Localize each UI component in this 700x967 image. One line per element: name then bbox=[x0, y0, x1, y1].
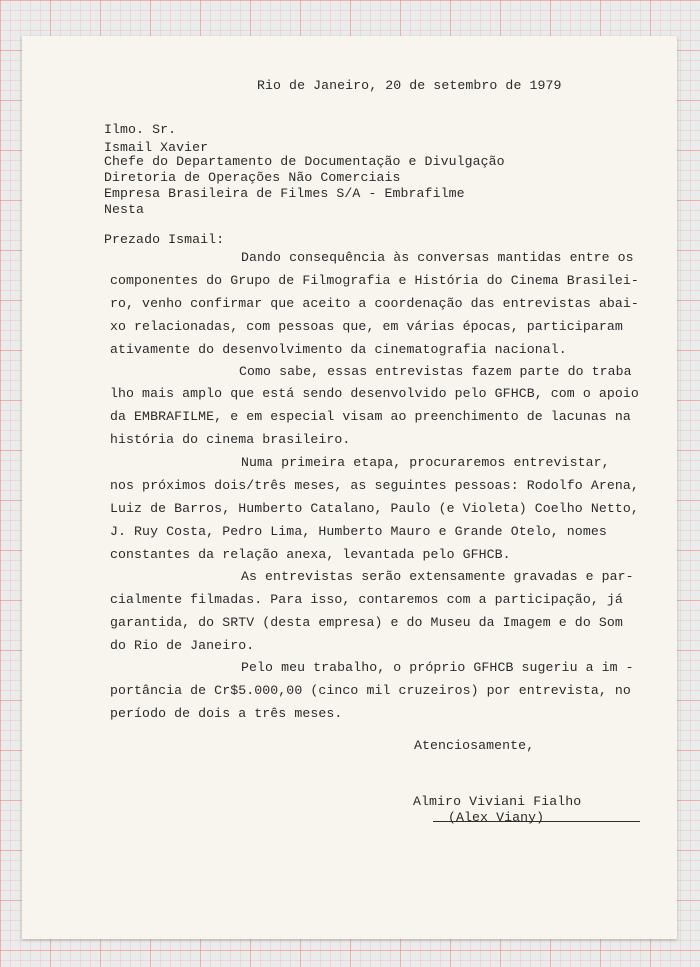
addressee-line: Nesta bbox=[104, 202, 145, 217]
body-line: cialmente filmadas. Para isso, contaremos com a participação, já bbox=[110, 592, 623, 607]
body-line: ativamente do desenvolvimento da cinematografia nacional. bbox=[110, 342, 567, 357]
body-line: xo relacionadas, com pessoas que, em várias épocas, participaram bbox=[110, 319, 623, 334]
addressee-line: Ilmo. Sr. bbox=[104, 122, 177, 137]
body-line: Dando consequência às conversas mantidas entre os bbox=[241, 250, 634, 265]
body-line: ro, venho confirmar que aceito a coordenação das entrevistas abai- bbox=[110, 296, 639, 311]
addressee-line: Empresa Brasileira de Filmes S/A - Embrafilme bbox=[104, 186, 465, 201]
addressee-line: Ismail Xavier bbox=[104, 140, 209, 155]
body-line: história do cinema brasileiro. bbox=[110, 432, 351, 447]
body-line: nos próximos dois/três meses, as seguintes pessoas: Rodolfo Arena, bbox=[110, 478, 639, 493]
closing: Atenciosamente, bbox=[414, 738, 535, 753]
body-line: lho mais amplo que está sendo desenvolvido pelo GFHCB, com o apoio bbox=[110, 386, 639, 401]
body-line: As entrevistas serão extensamente gravadas e par- bbox=[241, 569, 634, 584]
salutation: Prezado Ismail: bbox=[104, 232, 225, 247]
body-line: Luiz de Barros, Humberto Catalano, Paulo (e Violeta) Coelho Netto, bbox=[110, 501, 639, 516]
body-line: período de dois a três meses. bbox=[110, 706, 343, 721]
body-line: Pelo meu trabalho, o próprio GFHCB sugeriu a im - bbox=[241, 660, 634, 675]
date-line: Rio de Janeiro, 20 de setembro de 1979 bbox=[257, 78, 562, 93]
signature-alias: (Alex Viany) bbox=[448, 810, 545, 825]
body-line: da EMBRAFILME, e em especial visam ao preenchimento de lacunas na bbox=[110, 409, 631, 424]
body-line: J. Ruy Costa, Pedro Lima, Humberto Mauro e Grande Otelo, nomes bbox=[110, 524, 607, 539]
body-line: garantida, do SRTV (desta empresa) e do Museu da Imagem e do Som bbox=[110, 615, 623, 630]
addressee-line: Chefe do Departamento de Documentação e Divulgação bbox=[104, 154, 505, 169]
body-line: componentes do Grupo de Filmografia e História do Cinema Brasilei- bbox=[110, 273, 639, 288]
signature-name: Almiro Viviani Fialho bbox=[413, 794, 582, 809]
body-line: do Rio de Janeiro. bbox=[110, 638, 255, 653]
body-line: portância de Cr$5.000,00 (cinco mil cruzeiros) por entrevista, no bbox=[110, 683, 631, 698]
body-line: Numa primeira etapa, procuraremos entrevistar, bbox=[241, 455, 610, 470]
letter-sheet bbox=[22, 36, 677, 939]
body-line: constantes da relação anexa, levantada pelo GFHCB. bbox=[110, 547, 511, 562]
addressee-line: Diretoria de Operações Não Comerciais bbox=[104, 170, 401, 185]
body-line: Como sabe, essas entrevistas fazem parte do traba bbox=[239, 364, 632, 379]
